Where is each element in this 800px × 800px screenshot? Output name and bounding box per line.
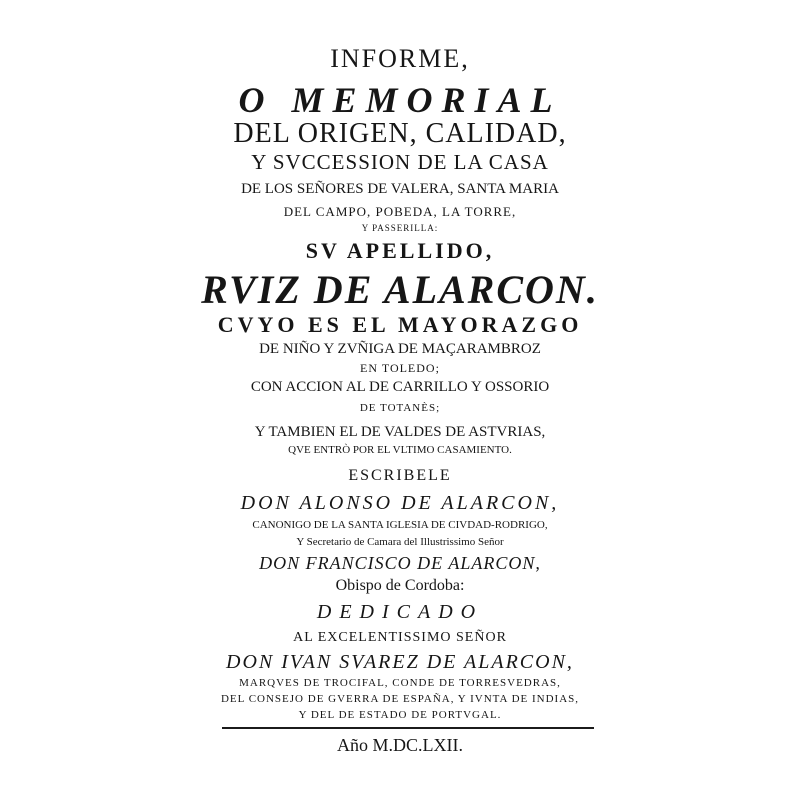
dedication-to: AL EXCELENTISSIMO SEÑOR bbox=[293, 630, 507, 645]
dedicatee-title-1: MARQVES DE TROCIFAL, CONDE DE TORRESVEDRAS, bbox=[239, 677, 561, 689]
heading-apellido: SV APELLIDO, bbox=[305, 238, 495, 263]
subtitle-casamiento: QVE ENTRÒ POR EL VLTIMO CASAMIENTO. bbox=[288, 444, 512, 456]
dedicatee-title-3: Y DEL DE ESTADO DE PORTVGAL. bbox=[298, 709, 502, 721]
subtitle-succession: Y SVCCESSION DE LA CASA bbox=[251, 150, 549, 174]
subtitle-origen: DEL ORIGEN, CALIDAD, bbox=[233, 118, 567, 149]
heading-mayorazgo: CVYO ES EL MAYORAZGO bbox=[217, 312, 583, 337]
subtitle-campo: DEL CAMPO, POBEDA, LA TORRE, bbox=[283, 204, 517, 219]
dedicatee-title-2: DEL CONSEJO DE GVERRA DE ESPAÑA, Y IVNTA DE INDIAS, bbox=[220, 693, 580, 705]
subtitle-totanes: DE TOTANÈS; bbox=[359, 402, 441, 414]
title-memorial: O MEMORIAL bbox=[238, 80, 562, 120]
subtitle-senores: DE LOS SEÑORES DE VALERA, SANTA MARIA bbox=[241, 181, 559, 197]
imprint-rule bbox=[222, 727, 594, 729]
title-ruiz-de-alarcon: RVIZ DE ALARCON. bbox=[201, 267, 599, 312]
author-name: DON ALONSO DE ALARCON, bbox=[240, 492, 560, 514]
heading-dedicado: DEDICADO bbox=[316, 601, 484, 623]
subtitle-passerilla: Y PASSERILLA: bbox=[361, 223, 439, 233]
bishop-name: DON FRANCISCO DE ALARCON, bbox=[259, 553, 541, 573]
subtitle-carrillo: CON ACCION AL DE CARRILLO Y OSSORIO bbox=[250, 379, 550, 395]
imprint-year: Año M.DC.LXII. bbox=[337, 735, 463, 755]
dedicatee-name: DON IVAN SVAREZ DE ALARCON, bbox=[226, 651, 574, 673]
author-secretary: Y Secretario de Camara del Illustrissimo Señor bbox=[296, 536, 504, 548]
subtitle-toledo: EN TOLEDO; bbox=[360, 361, 440, 375]
bishop-see: Obispo de Cordoba: bbox=[335, 577, 465, 594]
heading-escribele: ESCRIBELE bbox=[348, 467, 452, 484]
subtitle-valdes: Y TAMBIEN EL DE VALDES DE ASTVRIAS, bbox=[254, 424, 546, 440]
title-informe: INFORME, bbox=[330, 44, 470, 73]
author-title: CANONIGO DE LA SANTA IGLESIA DE CIVDAD-RODRIGO, bbox=[252, 519, 548, 531]
subtitle-nino-zuniga: DE NIÑO Y ZVÑIGA DE MAÇARAMBROZ bbox=[259, 341, 541, 357]
